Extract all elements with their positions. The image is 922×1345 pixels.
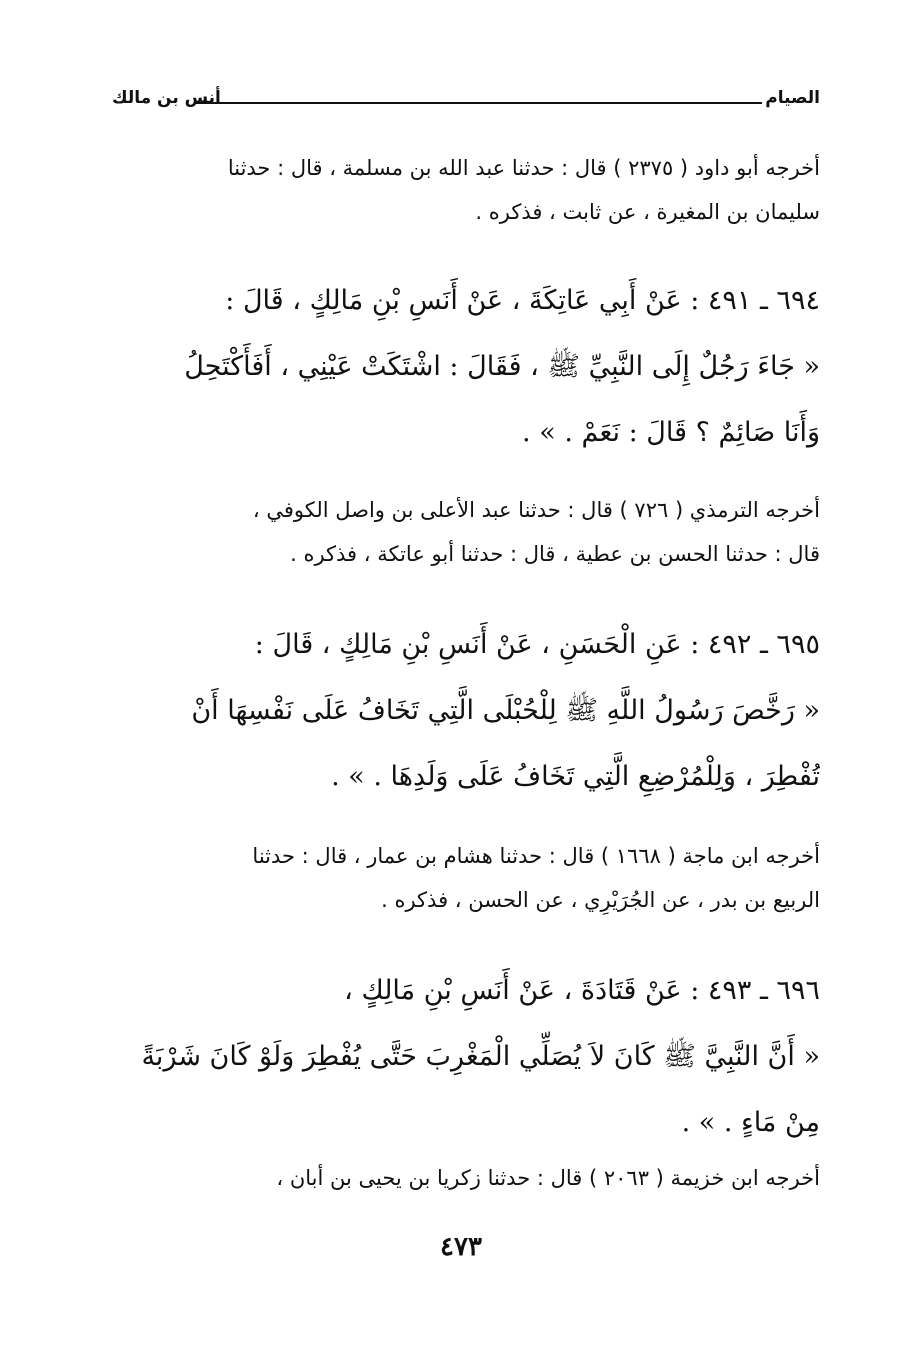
running-header: [112, 88, 820, 114]
note-line: أخرجه أبو داود ( ٢٣٧٥ ) قال : حدثنا عبد الله بن مسلمة ، قال : حدثنا: [227, 156, 820, 180]
takhrij-note-tirmidhi: [104, 488, 820, 576]
hadith-isnad-line: ٦٩٤ ـ ٤٩١ : عَنْ أَبِي عَاتِكَةَ ، عَنْ أَنَسِ بْنِ مَالِكٍ ، قَالَ :: [225, 285, 820, 316]
hadith-matn-line: « رَخَّصَ رَسُولُ اللَّهِ ﷺ لِلْحُبْلَى الَّتِي تَخَافُ عَلَى نَفْسِهَا أَنْ: [191, 695, 820, 726]
note-line: أخرجه ابن ماجة ( ١٦٦٨ ) قال : حدثنا هشام بن عمار ، قال : حدثنا: [252, 844, 820, 868]
hadith-matn-line: « جَاءَ رَجُلٌ إِلَى النَّبِيِّ ﷺ ، فَقَالَ : اشْتَكَتْ عَيْنِي ، أَفَأَكْتَحِلُ: [184, 351, 820, 382]
takhrij-note-ibn-khuzayma: [104, 1156, 820, 1200]
hadith-696: [104, 958, 820, 1156]
hadith-matn-line: تُفْطِرَ ، وَلِلْمُرْضِعِ الَّتِي تَخَافُ عَلَى وَلَدِهَا . » .: [331, 761, 820, 792]
hadith-isnad-line: ٦٩٥ ـ ٤٩٢ : عَنِ الْحَسَنِ ، عَنْ أَنَسِ بْنِ مَالِكٍ ، قَالَ :: [254, 629, 820, 660]
takhrij-note-abu-dawud: [104, 146, 820, 234]
takhrij-note-ibn-majah: [104, 834, 820, 922]
chapter-title: الصيام: [765, 88, 820, 108]
note-line: سليمان بن المغيرة ، عن ثابت ، فذكره .: [475, 200, 820, 224]
note-line: الربيع بن بدر ، عن الجُرَيْرِي ، عن الحسن ، فذكره .: [381, 888, 820, 912]
hadith-694: [104, 268, 820, 466]
hadith-isnad-line: ٦٩٦ ـ ٤٩٣ : عَنْ قَتَادَةَ ، عَنْ أَنَسِ بْنِ مَالِكٍ ،: [344, 975, 820, 1006]
hadith-matn-line: « أَنَّ النَّبِيَّ ﷺ كَانَ لاَ يُصَلِّي الْمَغْرِبَ حَتَّى يُفْطِرَ وَلَوْ كَانَ شَرْبَةً: [141, 1041, 820, 1072]
hadith-matn-line: مِنْ مَاءٍ . » .: [681, 1107, 820, 1138]
note-line: أخرجه ابن خزيمة ( ٢٠٦٣ ) قال : حدثنا زكريا بن يحيى بن أبان ،: [276, 1166, 820, 1190]
page-number: ٤٧٣: [440, 1232, 482, 1262]
section-title: أنس بن مالك: [112, 88, 221, 108]
note-line: قال : حدثنا الحسن بن عطية ، قال : حدثنا أبو عاتكة ، فذكره .: [290, 542, 820, 566]
header-rule: [194, 102, 762, 104]
hadith-695: [104, 612, 820, 810]
hadith-matn-line: وَأَنَا صَائِمٌ ؟ قَالَ : نَعَمْ . » .: [522, 417, 820, 448]
note-line: أخرجه الترمذي ( ٧٢٦ ) قال : حدثنا عبد الأعلى بن واصل الكوفي ،: [252, 498, 820, 522]
